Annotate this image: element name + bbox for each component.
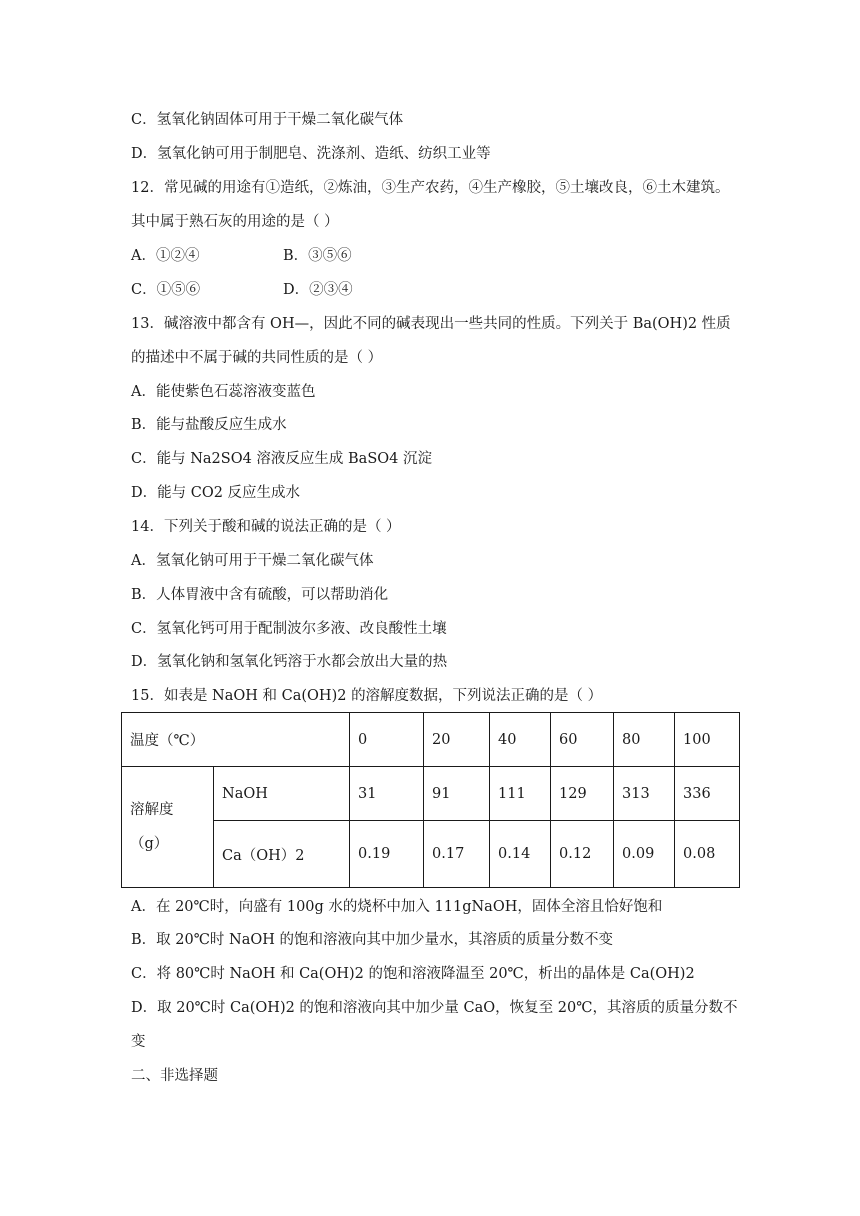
- option-d-q14: D．氢氧化钠和氢氧化钙溶于水都会放出大量的热: [131, 654, 448, 670]
- table-row-caoh2: [122, 821, 740, 888]
- question-15-stem: 15．如表是 NaOH 和 Ca(OH)2 的溶解度数据，下列说法正确的是（ ）: [131, 688, 603, 704]
- temp-cell: 40: [490, 713, 551, 767]
- option-b-q15: B．取 20℃时 NaOH 的饱和溶液向其中加少量水，其溶质的质量分数不变: [131, 932, 614, 948]
- caoh2-value: 0.08: [675, 821, 740, 888]
- option-b-q12: B．③⑤⑥: [283, 248, 352, 264]
- question-13-stem-cont: 的描述中不属于碱的共同性质的是（ ）: [131, 350, 383, 366]
- temp-cell: 100: [675, 713, 740, 767]
- caoh2-value: 0.17: [424, 821, 490, 888]
- option-d-q13: D．能与 CO2 反应生成水: [131, 485, 301, 501]
- option-b-q13: B．能与盐酸反应生成水: [131, 417, 287, 433]
- naoh-value: 129: [551, 767, 614, 821]
- naoh-value: 91: [424, 767, 490, 821]
- option-c-q15: C．将 80℃时 NaOH 和 Ca(OH)2 的饱和溶液降温至 20℃，析出的晶体是 Ca(OH)2: [131, 966, 695, 982]
- temp-cell: 20: [424, 713, 490, 767]
- naoh-value: 313: [614, 767, 675, 821]
- caoh2-label: Ca（OH）2: [214, 821, 350, 888]
- naoh-value: 336: [675, 767, 740, 821]
- option-d-q12: D．②③④: [283, 282, 353, 298]
- naoh-value: 31: [350, 767, 424, 821]
- option-c-q13: C．能与 Na2SO4 溶液反应生成 BaSO4 沉淀: [131, 451, 432, 467]
- caoh2-value: 0.19: [350, 821, 424, 888]
- caoh2-value: 0.14: [490, 821, 551, 888]
- option-a-q14: A．氢氧化钠可用于干燥二氧化碳气体: [131, 553, 374, 569]
- option-d-q15: D．取 20℃时 Ca(OH)2 的饱和溶液向其中加少量 CaO，恢复至 20℃，其溶质的质量分数不: [131, 1000, 738, 1016]
- naoh-value: 111: [490, 767, 551, 821]
- temp-cell: 60: [551, 713, 614, 767]
- question-12-stem: 12．常见碱的用途有①造纸，②炼油，③生产农药，④生产橡胶，⑤土壤改良，⑥土木建筑。: [131, 180, 730, 196]
- option-d-q15-cont: 变: [131, 1034, 146, 1050]
- option-a-q12: A．①②④: [131, 248, 200, 264]
- question-12-stem-cont: 其中属于熟石灰的用途的是（ ）: [131, 214, 339, 230]
- temperature-label: 温度（℃）: [122, 713, 350, 767]
- option-c-q14: C．氢氧化钙可用于配制波尔多液、改良酸性土壤: [131, 621, 447, 637]
- option-c-q11: C．氢氧化钠固体可用于干燥二氧化碳气体: [131, 112, 404, 128]
- temp-cell: 0: [350, 713, 424, 767]
- option-c-q12: C．①⑤⑥: [131, 282, 201, 298]
- solubility-table: [121, 712, 739, 887]
- option-b-q14: B．人体胃液中含有硫酸，可以帮助消化: [131, 587, 389, 603]
- caoh2-value: 0.09: [614, 821, 675, 888]
- solubility-label-text: 溶解度: [130, 802, 174, 818]
- table-header-row: [122, 713, 740, 767]
- option-d-q11: D．氢氧化钠可用于制肥皂、洗涤剂、造纸、纺织工业等: [131, 146, 491, 162]
- caoh2-value: 0.12: [551, 821, 614, 888]
- section-heading-non-choice: 二、非选择题: [131, 1068, 218, 1084]
- table-row-naoh: [122, 767, 740, 821]
- solubility-label: [122, 767, 214, 888]
- naoh-label: NaOH: [214, 767, 350, 821]
- option-a-q13: A．能使紫色石蕊溶液变蓝色: [131, 384, 316, 400]
- solubility-unit: （g）: [130, 836, 169, 852]
- question-13-stem: 13．碱溶液中都含有 OH—，因此不同的碱表现出一些共同的性质。下列关于 Ba(OH)2 性质: [131, 316, 731, 332]
- question-14-stem: 14．下列关于酸和碱的说法正确的是（ ）: [131, 519, 401, 535]
- option-a-q15: A．在 20℃时，向盛有 100g 水的烧杯中加入 111gNaOH，固体全溶且恰好饱和: [131, 899, 663, 915]
- temp-cell: 80: [614, 713, 675, 767]
